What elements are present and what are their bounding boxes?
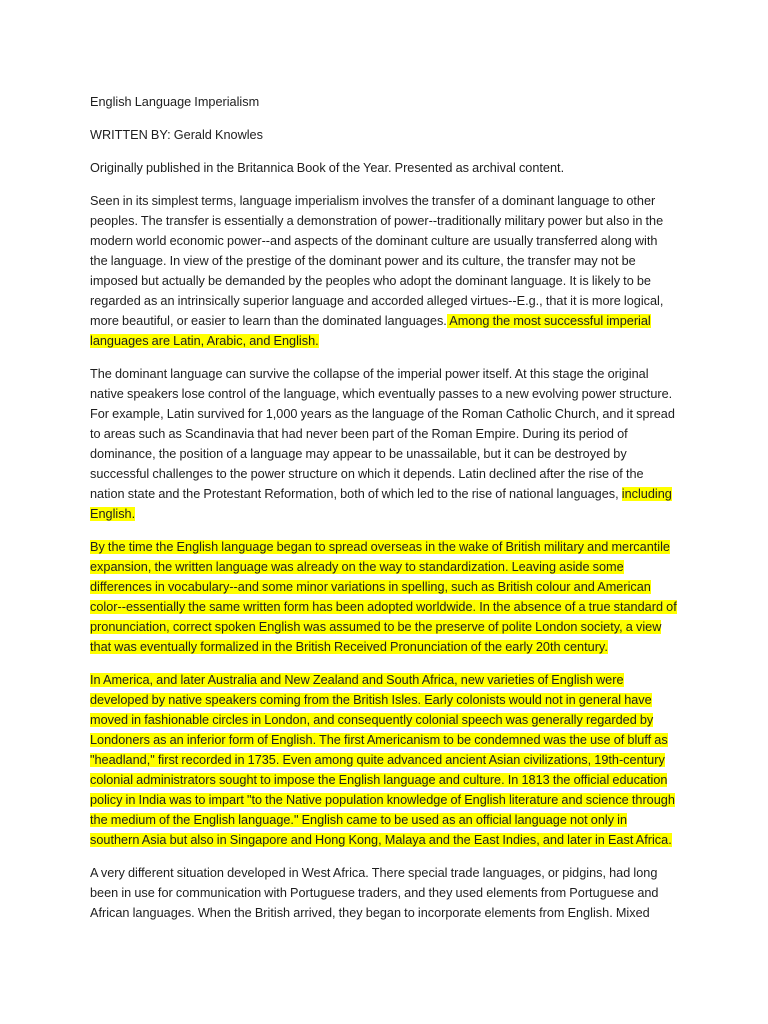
body-text: The dominant language can survive the collapse of the imperial power itself. At this stage the original native speakers lose control of the language, which eventually passes to a new evolving power structure. For example, Latin survived for 1,000 years as the language of the Roman Catholic Church, and it spread to areas such as Scandinavia that had never been part of the Roman Empire. During its period of dominance, the position of a language may appear to be unassailable, but it can be destroyed by successful challenges to the power structure on which it depends. Latin declined after the rise of the nation state and the Protestant Reformation, both of which led to the rise of national languages,	[90, 367, 675, 501]
highlighted-text: Among the most successful imperial languages are Latin, Arabic, and English.	[90, 314, 651, 348]
document-byline: WRITTEN BY: Gerald Knowles	[90, 128, 263, 142]
body-text: Seen in its simplest terms, language imperialism involves the transfer of a dominant language to other peoples. The transfer is essentially a demonstration of power--traditionally military power but also in the modern world economic power--and aspects of the dominant culture are usually transferred along with the language. In view of the prestige of the dominant power and its culture, the transfer may not be imposed but actually be demanded by the peoples who adopt the dominant language. It is likely to be regarded as an intrinsically superior language and accorded alleged virtues--E.g., that it is more logical, more beautiful, or easier to learn than the dominated languages.	[90, 194, 664, 328]
highlighted-text: including English.	[90, 487, 672, 521]
document-body	[90, 92, 678, 936]
body-paragraph	[90, 537, 678, 657]
body-paragraph	[90, 863, 678, 923]
highlighted-text: In America, and later Australia and New Zealand and South Africa, new varieties of English were developed by native speakers coming from the British Isles. Early colonists would not in general have moved in fashionable circles in London, and consequently colonial speech was generally regarded by Londoners as an inferior form of English. The first Americanism to be condemned was the use of bluff as "headland," first recorded in 1735. Even among quite advanced ancient Asian civilizations, 19th-century colonial administrators sought to impose the English language and culture. In 1813 the official education policy in India was to impart "to the Native population knowledge of English literature and science through the medium of the English language." English came to be used as an official language not only in southern Asia but also in Singapore and Hong Kong, Malaya and the East Indies, and later in East Africa.	[90, 673, 675, 847]
document-title: English Language Imperialism	[90, 95, 260, 109]
document-paragraphs	[90, 191, 678, 923]
body-paragraph	[90, 191, 678, 351]
highlighted-text: By the time the English language began to spread overseas in the wake of British military and mercantile expansion, the written language was already on the way to standardization. Leaving aside some differences in vocabulary--and some minor variations in spelling, such as British colour and American color--essentially the same written form has been adopted worldwide. In the absence of a true standard of pronunciation, correct spoken English was assumed to be the preserve of polite London society, a view that was eventually formalized in the British Received Pronunciation of the early 20th century.	[90, 540, 677, 654]
body-paragraph	[90, 670, 678, 850]
body-text: A very different situation developed in West Africa. There special trade languages, or pidgins, had long been in use for communication with Portuguese traders, and they used elements from Portuguese and African languages. When the British arrived, they began to incorporate elements from English. Mixed	[90, 866, 659, 920]
document-source-note: Originally published in the Britannica Book of the Year. Presented as archival content.	[90, 161, 565, 175]
body-paragraph	[90, 364, 678, 524]
